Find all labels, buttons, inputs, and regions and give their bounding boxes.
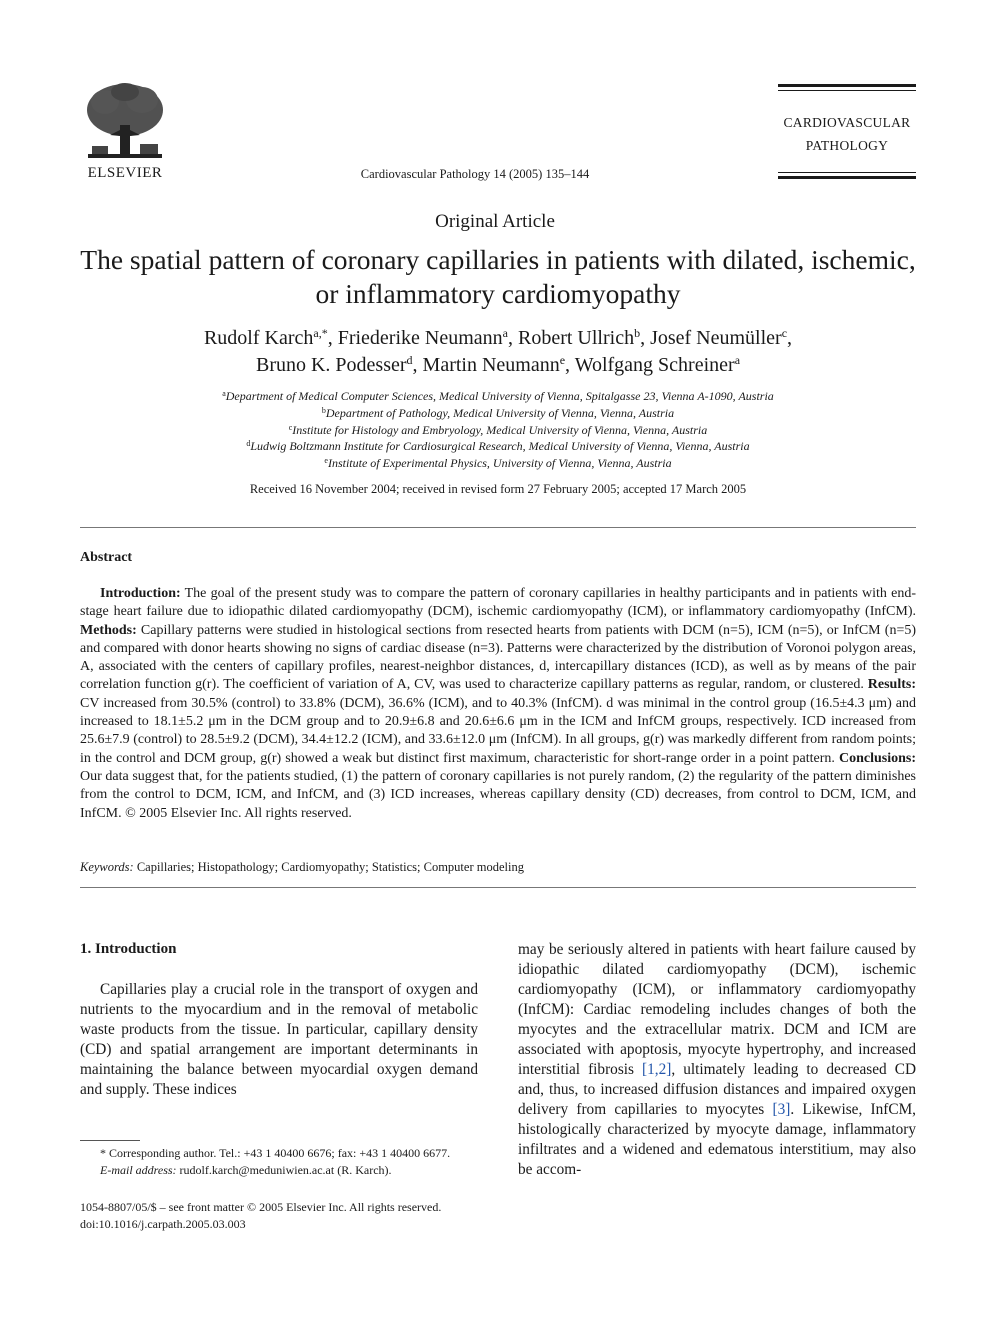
journal-rule-top-thick — [778, 84, 916, 87]
footnote-rule — [80, 1140, 140, 1141]
author-affil-mark: a — [734, 353, 741, 367]
affiliation-list — [80, 388, 916, 472]
author-name: Rudolf Karch — [203, 327, 314, 349]
publisher-name: ELSEVIER — [87, 165, 163, 181]
email-address: rudolf.karch@meduniwien.ac.at (R. Karch). — [176, 1163, 392, 1177]
journal-title-line2: PATHOLOGY — [805, 138, 889, 153]
journal-citation: Cardiovascular Pathology 14 (2005) 135–144 — [360, 167, 590, 181]
abstract-body — [80, 585, 916, 823]
journal-rule-bottom-thin — [778, 172, 916, 173]
abstract-label-introduction: Introduction: — [100, 586, 181, 601]
affiliation: $^e$Institute of Experimental Physics, University of Vienna, Vienna, Austria — [324, 456, 672, 471]
corresponding-author-note: * Corresponding author. Tel.: +43 1 40400 6676; fax: +43 1 40400 6677. — [100, 1146, 451, 1160]
author-affil-mark: c — [781, 326, 788, 340]
author-list: Rudolf Karch$^{a,*}$, Friederike Neumann$^a$, Robert Ullrich$^b$, Josef Neumüller$^c$, Bruno K. Podesser$^d$, Martin Neumann$^e$, Wolfgang Schreiner$^a$ — [203, 326, 793, 376]
email-label: E-mail address: — [100, 1163, 177, 1177]
author-affil-mark: a — [502, 326, 508, 340]
email-note — [80, 1162, 490, 1179]
journal-rule-top-thin — [778, 90, 916, 91]
abstract-text: CV increased from 30.5% (control) to 33.8% (DCM), 36.6% (ICM), and to 40.3% (InfCM). d was minimal in the control group (16.5±4.3 μm) and increased to 18.1±5.2 μm in the DCM group and to 20.9±6.8 and 20.6±6.6 μm in the ICM and InfCM groups, respectively. ICD increased from 25.6±7.9 (control) to 28.5±9.2 (DCM), 34.4±12.2 (ICM), and 33.6±12.0 μm (InfCM). In all groups, g(r) was markedly different from random points; in the control and DCM group, g(r) showed a weak but distinct first maximum, characteristic for short-range order in a point pattern. — [80, 695, 916, 766]
keywords-label: Keywords: — [80, 860, 134, 874]
author-name: Bruno K. Podesser — [255, 354, 407, 376]
divider — [80, 887, 916, 888]
author-name: Wolfgang Schreiner — [574, 354, 735, 376]
journal-title-line1: CARDIOVASCULAR — [783, 115, 911, 130]
divider — [80, 527, 916, 528]
abstract-heading: Abstract — [80, 550, 133, 565]
affiliation: $^c$Institute for Histology and Embryology, Medical University of Vienna, Vienna, Austria — [288, 422, 708, 437]
paragraph: may be seriously altered in patients with heart failure caused by idiopathic dilated cardiomyopathy (DCM), ischemic cardiomyopathy (ICM), or inflammatory cardiomyopathy (InfCM): Cardiac remodeling includes changes of both the myocytes and the extracellular matrix. DCM and ICM are associated with apoptosis, myocyte hypertrophy, and increased interstitial fibrosis [1,2], ultimately leading to decreased CD and, thus, to increased diffusion distances and impaired oxygen delivery from capillaries to myocytes [3]. Likewise, InfCM, histologically characterized by myocyte damage, inflammatory infiltrates and a widened and edematous interstitium, may also be accom- — [518, 941, 916, 1178]
article-title: The spatial pattern of coronary capillaries in patients with dilated, ischemic, or inflammatory cardiomyopathy — [80, 244, 916, 309]
affiliation: $^d$Ludwig Boltzmann Institute for Cardiosurgical Research, Medical University of Vienna, Vienna, Austria — [246, 439, 750, 454]
journal-title — [770, 111, 924, 157]
abstract-text: Our data suggest that, for the patients studied, (1) the pattern of coronary capillaries is not purely random, (2) the regularity of the pattern diminishes from the control to DCM, ICM, and InfCM, and (3) ICD increases, whereas capillary density (CD) decreases, from control to DCM, ICM, and InfCM. © 2005 Elsevier Inc. All rights reserved. — [80, 768, 916, 821]
publication-meta — [80, 1199, 520, 1232]
author-name: Robert Ullrich — [517, 327, 635, 349]
author-affil-mark: b — [634, 326, 641, 340]
right-column-text — [518, 940, 916, 1180]
left-column-text — [80, 980, 478, 1100]
article-type: Original Article — [435, 211, 555, 232]
author-name: Martin Neumann — [422, 354, 560, 376]
author-affil-mark: e — [559, 353, 566, 367]
keywords — [80, 860, 916, 875]
doi-line: doi:10.1016/j.carpath.2005.03.003 — [80, 1216, 246, 1231]
abstract-text: Capillary patterns were studied in histological sections from resected hearts from patients with DCM (n=5), ICM (n=5), or InfCM (n=5) and compared with donor hearts showing no signs of cardiac disease (n=3). Patterns were characterized by the distribution of Voronoi polygon areas, A, associated with the centers of capillary profiles, nearest-neighbor distances, d, intercapillary distances (ICD), as well as by means of the pair correlation function g(r). The coefficient of variation of A, CV, was used to characterize capillary patterns as regular, random, or clustered. — [80, 622, 916, 693]
received-dates: Received 16 November 2004; received in revised form 27 February 2005; accepted 17 March 2005 — [249, 482, 747, 496]
abstract-label-methods: Methods: — [80, 622, 137, 638]
abstract-label-conclusions: Conclusions: — [838, 750, 916, 766]
affiliation: $^a$Department of Medical Computer Sciences, Medical University of Vienna, Spitalgasse 23, Vienna A-1090, Austria — [222, 389, 774, 403]
author-affil-mark: a,* — [313, 326, 328, 340]
abstract-label-results: Results: — [867, 677, 916, 693]
abstract-text: The goal of the present study was to compare the pattern of coronary capillaries in healthy participants and in patients with end-stage heart failure due to idiopathic dilated cardiomyopathy (DCM), ischemic cardiomyopathy (ICM), or inflammatory cardiomyopathy (InfCM). — [80, 586, 916, 620]
issn-line: 1054-8807/05/$ – see front matter © 2005 Elsevier Inc. All rights reserved. — [80, 1200, 442, 1214]
section-heading: 1. Introduction — [80, 941, 177, 957]
footnote — [80, 1145, 490, 1179]
author-name: Josef Neumüller — [650, 327, 782, 349]
citation-link[interactable]: [1,2] — [642, 1061, 672, 1078]
journal-rule-bottom-thick — [778, 176, 916, 179]
citation-link[interactable]: [3] — [772, 1101, 791, 1118]
author-name: Friederike Neumann — [337, 327, 503, 349]
paragraph: Capillaries play a crucial role in the transport of oxygen and nutrients to the myocardium and in the removal of metabolic waste products from the tissue. In particular, capillary density (CD) and spatial arrangement are important determinants in maintaining the balance between myocardial oxygen demand and supply. These indices — [80, 981, 478, 1098]
affiliation: $^b$Department of Pathology, Medical University of Vienna, Vienna, Austria — [321, 405, 675, 420]
keywords-text: Capillaries; Histopathology; Cardiomyopathy; Statistics; Computer modeling — [133, 860, 524, 874]
author-affil-mark: d — [406, 353, 413, 367]
